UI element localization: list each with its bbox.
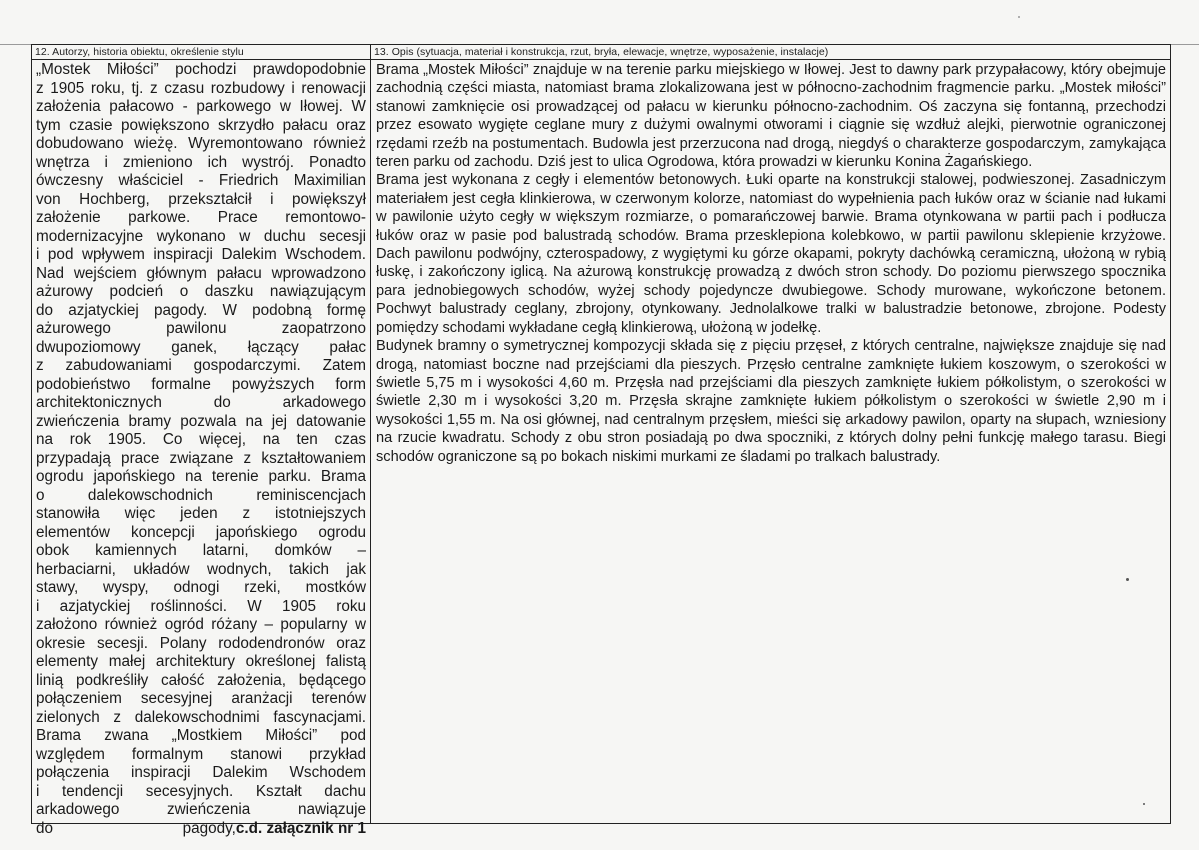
history-line: ażurowy podcień o daszku nawiązującym	[36, 283, 366, 300]
history-panel	[31, 44, 371, 837]
history-line: przypadają prace związane z kształtowaniem	[36, 449, 366, 467]
history-line: założenie parkowe. Prace remontowo-	[36, 209, 366, 226]
scan-speck	[1018, 16, 1020, 18]
history-line: połączenia inspiracji Dalekim Wschodem	[36, 764, 366, 781]
history-line: stanowiła więc jeden z istotniejszych	[36, 505, 366, 522]
history-line: i azjatyckiej roślinności. W 1905 roku	[36, 597, 366, 615]
history-line: dwupoziomowy ganek, łączący pałac	[36, 338, 366, 356]
history-line: herbaciarni, układów wodnych, takich jak	[36, 560, 366, 578]
history-line: ażurowego pawilonu zaopatrzono	[36, 320, 366, 337]
history-line: tym czasie powiększono skrzydło pałacu oraz	[36, 116, 366, 134]
history-line: elementy małej architektury określonej falistą	[36, 653, 366, 670]
history-line: zwieńczenia bramy pozwala na jej datowanie	[36, 412, 366, 430]
history-line: wnętrza i zmieniono ich wystrój. Ponadto	[36, 153, 366, 171]
history-line: Brama zwana „Mostkiem Miłości” pod	[36, 727, 366, 744]
history-line: z 1905 roku, tj. z czasu rozbudowy i renowacji	[36, 79, 366, 97]
history-line: obok kamiennych latarni, domków –	[36, 542, 366, 559]
history-line: okresie secesji. Polany rododendronów oraz	[36, 634, 366, 652]
history-line: względem formalnym stanowi przykład	[36, 745, 366, 763]
history-line: i tendencji secesyjnych. Kształt dachu	[36, 782, 366, 800]
history-line: na rok 1905. Co więcej, na ten czas	[36, 431, 366, 448]
history-last-line	[36, 820, 366, 839]
history-line: architektonicznych do arkadowego	[36, 394, 366, 411]
description-header: 13. Opis (sytuacja, materiał i konstrukcja, rzut, bryła, elewacje, wnętrze, wyposażenie, instalacje)	[371, 45, 1170, 60]
history-line: do azjatyckiej pagody. W podobną formę	[36, 301, 366, 319]
history-line: linią podkreśliły całość założenia, będącego	[36, 671, 366, 689]
history-line: „Mostek Miłości” pochodzi prawdopodobnie	[36, 61, 366, 78]
attachment-reference: c.d. załącznik nr 1	[235, 819, 366, 837]
description-paragraph-3: Budynek bramny o symetrycznej kompozycji składa się z pięciu przęseł, z których centralne, największe znajduje się nad drogą, natomiast boczne nad przejściami dla pieszych. Przęsło centralne zamknięte łukiem koszowym, o szerokości w świetle 5,75 m i wysokości 4,60 m. Przęsła nad przejściami dla pieszych zamknięte łukiem półkolistym, o szerokości w świetle 2,30 m i wysokości 3,20 m. Przęsła skrajne zamknięte łukiem półkolistym o szerokości w świetle 2,90 m i wysokości 1,55 m. Na osi głównej, nad centralnym przęsłem, mieści się arkadowy pawilon, oparty na słupach, wzniesiony na rzucie kwadratu. Schody z obu stron posiadają po dwa spoczniki, z których dolny pełni funkcję małego tarasu. Biegi schodów ograniczone są po bokach niskimi murkami ze śladami po tralkach balustrady.	[376, 338, 1166, 465]
history-line: arkadowego zwieńczenia nawiązuje	[36, 801, 366, 818]
history-header: 12. Autorzy, historia obiektu, określenie stylu	[32, 45, 370, 60]
history-line: stawy, wyspy, odnogi rzeki, mostków	[36, 579, 366, 596]
history-line: ówczesny właściciel - Friedrich Maximilian	[36, 172, 366, 189]
history-line: z zabudowaniami gospodarczymi. Zatem	[36, 357, 366, 374]
history-line: dobudowano wieżę. Wyremontowano również	[36, 135, 366, 152]
history-line: Nad wejściem głównym pałacu wprowadzono	[36, 264, 366, 282]
history-last-text: do pagody,	[36, 819, 236, 837]
history-line: połączeniem secesyjnej aranżacji terenów	[36, 690, 366, 707]
description-text	[371, 60, 1170, 466]
description-paragraph-2: Brama jest wykonana z cegły i elementów betonowych. Łuki oparte na konstrukcji stalowej, podwieszonej. Zasadniczym materiałem jest cegła klinkierowa, w czerwonym kolorze, natomiast do wypełnienia pach łuków oraz w ścianie nad łukami w pawilonie użyto cegły w większym rozmiarze, o pomarańczowej barwie. Brama otynkowana w partii pach i podłucza łuków oraz w pasie pod balustradą schodów. Brama przesklepiona kolebkowo, w partii pawilonu sklepienie krzyżowe. Dach pawilonu podwójny, czterospadowy, z wygiętymi ku górze okapami, pokryty dachówką ceramiczną, ułożoną w rybią łuskę, i zakończony iglicą. Na ażurową konstrukcję prowadzą z dwóch stron schody. Do poziomu pierwszego spocznika para jednobiegowych schodów, wyżej schody pojedyncze dwubiegowe. Schody murowane, wykończone betonem. Pochwyt balustrady ceglany, zbrojony, otynkowany. Jednolalkowe tralki w balustradzie betonowe, zbrojone. Podesty pomiędzy schodami wykładane cegłą klinkierową, ułożoną w jodełkę.	[376, 172, 1166, 336]
history-line: założenia pałacowo - parkowego w Iłowej. W	[36, 98, 366, 115]
history-line: zielonych z dalekowschodnimi fascynacjami.	[36, 708, 366, 726]
history-text	[32, 60, 370, 838]
history-line: von Hochberg, przekształcił i powiększył	[36, 190, 366, 208]
history-line: elementów koncepcji japońskiego ogrodu	[36, 523, 366, 541]
history-line: i pod wpływem inspiracji Dalekim Wschodem.	[36, 246, 366, 263]
history-line: modernizacyjne wykonano w duchu secesji	[36, 227, 366, 245]
history-line: o dalekowschodnich reminiscencjach	[36, 486, 366, 504]
history-line: założono również ogród różany – popularny w	[36, 616, 366, 633]
history-line: podobieństwo formalne powyższych form	[36, 375, 366, 393]
history-line: ogrodu japońskiego na terenie parku. Brama	[36, 468, 366, 485]
description-paragraph-1: Brama „Mostek Miłości” znajduje w na terenie parku miejskiego w Iłowej. Jest to dawny park przypałacowy, który obejmuje zachodnią części miasta, natomiast brama zlokalizowana jest w północno-zachodnim fragmencie parku. „Mostek miłości” stanowi zamknięcie osi prowadzącej od pałacu w kierunku północno-zachodnim. Oś zaczyna się fontanną, przechodzi przez esowato wygięte ceglane mury z dużymi owalnymi otworami i ciągnie się wzdłuż alejki, pierwotnie ograniczonej rzędami rzeźb na postumentach. Budowla jest przerzucona nad drogą, niegdyś o charakterze gospodarczym, zamykająca teren parku od zachodu. Dziś jest to ulica Ogrodowa, która prowadzi w kierunku Konina Żagańskiego.	[376, 62, 1166, 171]
description-panel	[371, 44, 1171, 824]
